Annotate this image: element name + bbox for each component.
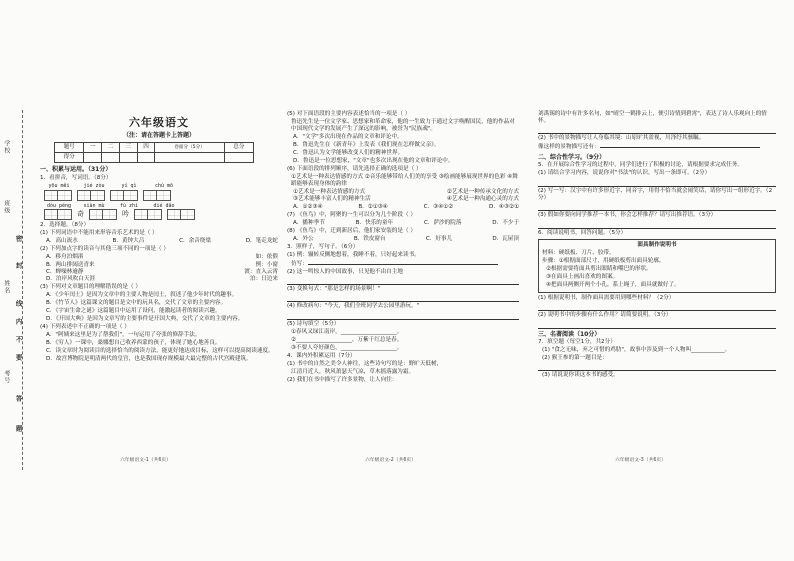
option[interactable]: A．外公 — [293, 235, 314, 242]
binding-margin — [0, 0, 38, 561]
option[interactable]: B．《竹节人》这篇课文的题目是文中的玩具名，交代了文章的主要内容。 — [46, 300, 227, 307]
box-title: 面具制作说明书 — [637, 242, 677, 249]
question: 7．填空题（每空1分，共2分） — [538, 339, 616, 346]
answer-line[interactable] — [287, 312, 519, 320]
score-cell[interactable] — [155, 153, 224, 163]
score-row-label: 得分 — [55, 153, 84, 163]
option[interactable]: D．鲁迅是一位思想家，"文章"也多次出现在他的文章和评论中。 — [293, 157, 454, 164]
options-row — [287, 196, 519, 203]
option[interactable]: B．鲁迅先生在《新青年》上发表《我们现在怎样做父亲》。 — [293, 141, 440, 148]
box-item: ②根据需要将面具剪出眼睛和嘴巴的形状。 — [546, 265, 652, 272]
options-row — [40, 238, 278, 245]
page-column-3 — [538, 110, 776, 455]
answer-line[interactable] — [538, 221, 776, 229]
question: (2) 写一写：汉字中有许多形近字、同音字，用得不恰当就会闹笑话，请你写出一组形近字。（2分） — [538, 187, 773, 201]
fill-prefix: 像这样的景物描写还有： — [538, 144, 600, 151]
pinyin: fù zhí — [119, 202, 139, 209]
question: (3) 下列对文章题目的理解错误的是（ ） — [40, 284, 141, 291]
option[interactable]: A．"文学"多次出现在作品的文章和评论中。 — [293, 133, 403, 140]
writing-grid[interactable] — [89, 209, 117, 220]
question: 6．阅读说明书，回答问题。（5分） — [538, 229, 627, 236]
option[interactable]: A．播种季节 — [293, 219, 325, 226]
writing-grid[interactable] — [77, 190, 105, 201]
writing-grid-row — [44, 209, 278, 220]
section-heading: 三、名著阅读（10分） — [538, 330, 601, 338]
writing-grid[interactable] — [134, 209, 162, 220]
score-cell[interactable] — [119, 153, 137, 163]
writing-grid[interactable] — [167, 209, 195, 220]
passage-text: ①艺术是一种表达情感的方式 ②音乐能够带给人们美的享受 ③绘画能够展现世界的色彩 ④舞蹈能够表现身体的韵律 — [291, 173, 518, 188]
exam-title: 六年级语文 — [129, 116, 189, 129]
seal-word: 题 — [14, 425, 23, 433]
options-row — [287, 236, 519, 243]
pinyin: dòu péng — [46, 202, 72, 209]
seal-word: 要 — [14, 354, 23, 362]
question: (5) 诗句填空（5分） — [287, 320, 340, 327]
answer-line[interactable] — [538, 179, 776, 187]
options-row — [40, 254, 278, 261]
binding-label-school: 学校 — [2, 140, 10, 154]
writing-grid[interactable] — [110, 190, 138, 201]
question: 1．看拼音，写词语。（8分） — [40, 174, 112, 181]
options-row — [40, 262, 278, 269]
score-header: 题号 — [55, 143, 84, 153]
given-char: 吟 — [122, 210, 129, 219]
box-item: 步骤：①根据面部尺寸，用硬纸板剪出面具轮廓。 — [542, 257, 665, 264]
score-cell[interactable] — [84, 153, 102, 163]
score-header: 总分 — [224, 143, 253, 153]
answer-line[interactable] — [538, 363, 776, 371]
option[interactable]: B．《穷人》一课中，桑娜想自己收养西蒙的孩子，体现了她心地善良。 — [46, 340, 221, 347]
box-item: ④把面具两侧开两个小孔，系上绳子，面具就做好了。 — [546, 281, 680, 288]
binding-label-name: 姓名 — [2, 280, 10, 294]
question: (2) 我们在书中描写了许多景物，让人向往： — [287, 376, 398, 383]
question: (8) 《鱼鸟》中，迁到新居后，他们家安装的是（ ） — [287, 227, 416, 234]
score-cell[interactable] — [224, 153, 253, 163]
section-heading: 二、综合性学习。（9分） — [538, 153, 606, 161]
pinyin: dié dǎo — [153, 202, 175, 209]
page-footer: 六年级语文-1（共6页） — [120, 458, 172, 463]
seal-word: 内 — [14, 318, 23, 326]
option[interactable]: C．《宇宙生命之谜》这篇题目中运用了设问，能激起读者的阅读兴趣。 — [46, 308, 221, 315]
option[interactable]: D．故宫博物院是明清两代的皇宫，也是我国现存规模最大最完整的古代宫殿建筑。 — [46, 356, 252, 363]
option[interactable]: C．读文章时为阅读目的选择恰当的阅读方法，能更好地达成目标，这样可以提高阅读速度。 — [46, 348, 274, 355]
question: (2) 说明书中的步骤有什么作用？请简要说明。（3分） — [538, 312, 672, 319]
question: (1) 书中的自然之美令人神往，这些诗句写的是：野旷天低树， — [287, 360, 443, 367]
question: (5) 对下面语段的主要内容表述恰当的一项是（ ） — [287, 110, 411, 117]
binding-label-id: 考号 — [2, 370, 10, 384]
poem-fill[interactable]: ②____________________，万紫千红总是春。 — [291, 336, 403, 343]
question: (1) "食之无味，弃之可惜的鸡肋"，故事中涉及到一个人物叫____________。 — [542, 347, 731, 354]
question: (1) 例：辗转反侧地想着，我睡不着，只好起来读书。 — [287, 251, 420, 258]
fill-prefix: 仿写： — [291, 260, 308, 267]
seal-word: 封 — [14, 262, 23, 270]
box-item: 材料：硬纸板、刀片、胶带。 — [542, 250, 615, 256]
box-item: ③在面具上画出喜欢的图案。 — [546, 273, 619, 280]
writing-grid[interactable] — [44, 209, 72, 220]
option[interactable]: C．③④①② — [423, 203, 454, 210]
option-note: 泊：日边来 — [250, 276, 278, 283]
question: (1) 请结合学习内容，说说你对"书法"的认识，写出一条即可。（2分） — [538, 170, 711, 177]
option[interactable]: A．"阿姨来这里是为了帮我们"，一句运用了夸张的修辞手法。 — [46, 332, 201, 339]
options-row — [287, 220, 519, 227]
passage-text: 鲁迅先生是一位文学家、思想家和革命家，他的一生致力于通过文字唤醒国民，他的作品对中国现代文学的发展产生了深远的影响，被誉为"民族魂"。 — [291, 118, 515, 132]
option[interactable]: D．笔走龙蛇 — [245, 238, 278, 245]
option[interactable]: C．余音绕梁 — [179, 238, 211, 245]
instruction-box — [538, 239, 776, 293]
question: (2) 猴王参的第一题目是： — [542, 355, 608, 362]
option[interactable]: B．黄钟大吕 — [112, 238, 145, 245]
pinyin-row — [44, 203, 278, 210]
question: (2) 这一鸣惊人的中国故事，只见他不由自主地 — [287, 268, 403, 275]
option[interactable]: A．移舟泊烟渚 — [46, 254, 84, 261]
option[interactable]: D．《开国大典》是因为文章写的主要事件是开国大典，交代了文章的主要内容。 — [46, 316, 244, 323]
score-cell[interactable] — [102, 153, 120, 163]
option[interactable]: C．萨沙的院落 — [423, 219, 462, 226]
pinyin: jié zòu — [83, 183, 105, 190]
option[interactable]: B．铁皮窗台 — [353, 235, 386, 242]
question: (2) 书中的景物描写让人身临其境：山原旷其盈视，川泽纡其骇瞩。 — [538, 135, 705, 142]
answer-line[interactable] — [287, 294, 519, 302]
option[interactable]: A．《少年闰土》是因为文章中的主要人物是闰土，叙述了他少年时代的趣事。 — [46, 292, 238, 299]
given-char: 奇 — [77, 210, 84, 219]
option[interactable]: B．快乐的童年 — [355, 219, 394, 226]
option[interactable]: C．好事儿 — [425, 235, 453, 242]
seal-word: 线 — [14, 300, 23, 308]
question: (2) 下列加点字的读音与其他三项不同的一项是（ ） — [40, 246, 169, 253]
score-header: 三 — [119, 143, 137, 153]
score-header: 二 — [102, 143, 120, 153]
question: (3) 假如你要向同学推荐一本书，你会怎样推荐？请写出推荐语。（3分） — [538, 212, 717, 219]
page-footer: 六年级语文-2（共6页） — [365, 458, 417, 463]
question: (6) 下面语段的排列顺序，请先选择正确的选项是（ ） — [287, 165, 422, 172]
question: 3．照样子，写句子。（6分） — [287, 243, 359, 250]
option[interactable]: A．高山流水 — [46, 238, 78, 245]
option[interactable]: B．两山排闼送青来 — [46, 261, 95, 268]
seal-word: 不 — [14, 336, 23, 344]
question: 江清月近人，秋风萧瑟天气凉，草木摇落露为霜。 — [291, 368, 415, 375]
fill-row — [538, 143, 776, 151]
option-note: 例：小窗 — [255, 261, 278, 268]
page-footer: 六年级语文-3（共6页） — [615, 458, 667, 463]
answer-line[interactable] — [287, 277, 519, 285]
question: (1) 根据说明书，制作面具需要用到哪些材料？（2分） — [538, 294, 675, 301]
passage-text: 刘禹锡的诗中有许多名句，如"晴空一鹤排云上，便引诗情到碧霄"，表达了诗人乐观向上的情怀。 — [538, 110, 767, 124]
pinyin: yōu měi — [48, 183, 70, 190]
seal-word: 答 — [14, 395, 23, 403]
option[interactable]: D．瓦屋顶 — [492, 235, 519, 242]
score-cell[interactable] — [137, 153, 155, 163]
question: (7) 《鱼鸟》中，阿聚的一生可以分为几个阶段（ ） — [287, 211, 416, 218]
pinyin-row — [44, 183, 278, 190]
statement: ②艺术是一种传承文化的方式 — [446, 189, 519, 196]
question: 2．选择题。（8分） — [40, 222, 90, 229]
seal-line — [22, 110, 23, 470]
option[interactable]: D．不少于 — [492, 219, 519, 226]
score-header: 卷面分（5分） — [155, 143, 224, 153]
answer-line[interactable] — [538, 126, 776, 134]
statement: ③艺术能够丰富人们的精神生活 — [293, 196, 371, 203]
binding-label-class: 班级 — [2, 200, 10, 214]
answer-line[interactable] — [538, 321, 776, 329]
options-row — [40, 276, 278, 283]
question: (4) 修改病句："今天，我们全班同学去公园里游玩。" — [287, 303, 420, 310]
score-header: 一 — [84, 143, 102, 153]
option[interactable]: C．蝉噪林逾静 — [46, 269, 84, 276]
answer-blank[interactable] — [308, 260, 498, 265]
writing-grid[interactable] — [143, 190, 171, 201]
writing-grid-row — [44, 190, 278, 201]
option-note: 渡：直入云霄 — [244, 269, 278, 276]
question: (1) 下列词语中不能用来形容音乐艺术的是（ ） — [40, 230, 158, 237]
option-note: 如：依偎 — [255, 254, 278, 261]
answer-line[interactable] — [538, 303, 776, 311]
option[interactable]: A．①②③④ — [293, 203, 323, 210]
statement: ④艺术是一种沟通心灵的方式 — [446, 196, 519, 203]
poem-fill[interactable]: ①春风又绿江南岸，____________________。 — [291, 328, 403, 335]
pinyin: xiàn mù — [83, 202, 105, 209]
statement: ①艺术是一种表达情感的方式 — [293, 189, 366, 196]
option[interactable]: D．④③②① — [489, 203, 519, 210]
score-table — [54, 142, 254, 163]
page-column-2 — [287, 110, 519, 455]
answer-blank[interactable] — [600, 143, 760, 148]
seal-word: 密 — [14, 235, 23, 243]
exam-subtitle: （注：请在答题卡上答题） — [122, 131, 195, 139]
pinyin: yí qì — [121, 183, 137, 190]
page-column-1 — [40, 110, 278, 455]
fill-row — [287, 260, 519, 268]
option[interactable]: B．②①③④ — [358, 203, 388, 210]
question: (3) 请说说你读这本书的感受。 — [542, 372, 619, 379]
pinyin: chù mō — [154, 183, 174, 190]
option[interactable]: C．鲁迅认为文学能够改变人们的精神世界。 — [293, 149, 404, 156]
score-header: 四 — [137, 143, 155, 153]
question: (4) 下列表述中不正确的一项是（ ） — [40, 324, 130, 331]
question: 5．在开展综合性学习的过程中，同学们进行了积极的讨论，请根据要求完成任务。 — [538, 162, 743, 169]
answer-line[interactable] — [538, 203, 776, 211]
section-heading: 一、积累与运用。（31分） — [40, 166, 112, 174]
writing-grid[interactable] — [44, 190, 72, 201]
option[interactable]: D．泊岸风吹白天涯 — [46, 276, 96, 283]
question: (3) 变换句式："那是怎样的场景啊！" — [287, 285, 381, 292]
question: 4．课内外积累运用（7分） — [287, 352, 356, 359]
options-row — [287, 204, 519, 211]
poem-fill[interactable]: ③不要人夸好颜色，____________________。 — [291, 344, 403, 351]
